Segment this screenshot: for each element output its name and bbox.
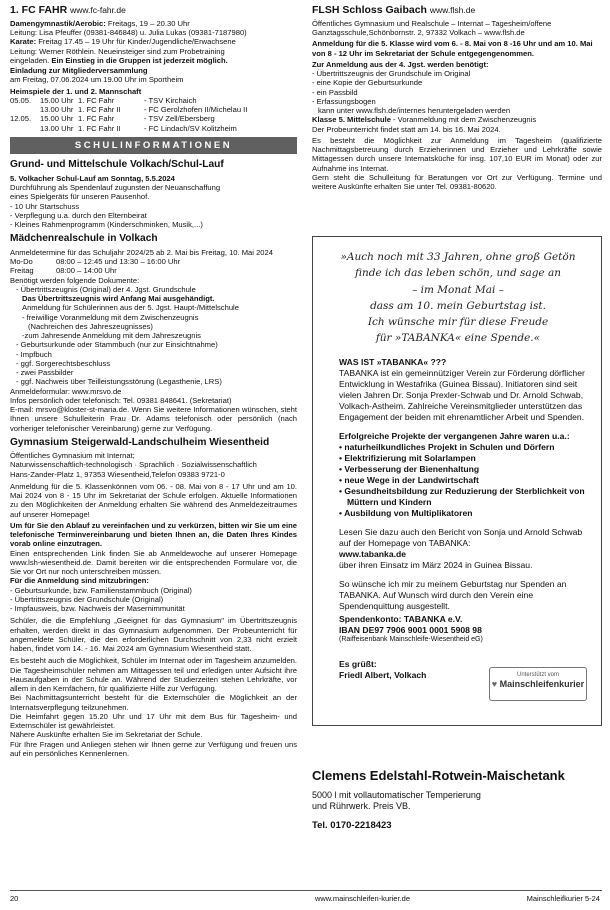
fc-line bbox=[10, 19, 297, 28]
classified-text2: und Rührwerk. Preis VB. bbox=[312, 800, 411, 811]
game-time: 15.00 Uhr bbox=[40, 95, 74, 105]
tabanka-project-item: • Verbesserung der Bienenhaltung bbox=[339, 464, 480, 474]
flsh-intro: Öffentliches Gymnasium und Realschule – Internat – Tagesheim/offene Ganztagsschule,Schönbornstr. 2, 97332 Volkach – www.flsh.de bbox=[312, 18, 552, 38]
fc-fahr-url[interactable]: www.fc-fahr.de bbox=[70, 5, 126, 15]
game-date: 12.05. bbox=[10, 114, 32, 124]
tabanka-read: Lesen Sie dazu auch den Bericht von Sonja und Arnold Schwab auf der Homepage von TABANKA: bbox=[339, 527, 583, 548]
classified-phone: Tel. 0170-2218423 bbox=[312, 819, 392, 831]
game-date bbox=[10, 124, 40, 133]
mrs-doc-item: - freiwillige Voranmeldung mit dem Zwischenzeugnis bbox=[22, 312, 199, 322]
mrs-time-row bbox=[10, 266, 297, 275]
gsw-bring-title: Für die Anmeldung sind mitzubringen: bbox=[10, 576, 149, 586]
fc-line-text: Freitag 17.45 – 19 Uhr für Kinder/Jugendliche/Erwachsene bbox=[36, 37, 236, 47]
mrs-doc-item: Anmeldung für Schülerinnen aus der 5. Jgst. Haupt-/Mittelschule bbox=[22, 303, 239, 313]
flsh-need-item: - ein Passbild bbox=[312, 87, 358, 97]
mrs-doc-item: -zum Jahresende Anmeldung mit dem Jahreszeugnis bbox=[22, 331, 201, 340]
handwritten-line: dass am 10. mein Geburtstag ist. bbox=[370, 299, 546, 312]
mrs-doc-item: - Geburtsurkunde oder Stammbuch (nur zur Einsichtnahme) bbox=[16, 340, 218, 350]
fc-line bbox=[10, 47, 297, 56]
footer-issue: Mainschleifkurier 5-24 bbox=[526, 894, 600, 903]
fc-fahr-name: 1. FC FAHR bbox=[10, 4, 68, 16]
gsw-p8: Nähere Auskünfte erhalten Sie im Sekretariat der Schule. bbox=[10, 730, 203, 740]
fc-line-label: Damengymnastik/Aerobic: bbox=[10, 18, 106, 28]
game-team: 1. FC Fahr bbox=[78, 114, 115, 124]
fc-game-row bbox=[10, 114, 297, 123]
gsw-bring-item: - Impfausweis, bzw. Nachweis der Masernimmunität bbox=[10, 604, 185, 614]
tabanka-greet: Es grüßt: bbox=[339, 658, 377, 669]
page-footer bbox=[10, 894, 600, 903]
fc-line-text: Freitags, 19 – 20.30 Uhr bbox=[105, 18, 190, 28]
gms-lines bbox=[10, 183, 297, 229]
mrs-times bbox=[10, 257, 297, 276]
mrs-doc-item: - ggf. Sorgerechtsbeschluss bbox=[16, 358, 111, 368]
mrs-docs bbox=[10, 285, 297, 387]
game-time: 13.00 Uhr bbox=[40, 105, 74, 115]
tabanka-project-item: • Ausbildung von Multiplikatoren bbox=[339, 508, 473, 518]
gsw-bring-item: - Übertrittszeugnis der Grundschule (Original) bbox=[10, 594, 164, 604]
fc-line-text: Leitung: Lisa Pfeuffer (09381-846848) u. Julia Lukas (09381-7187980) bbox=[10, 28, 247, 38]
fc-fahr-title bbox=[10, 4, 297, 17]
mrs-time-hours: 08:00 – 14:00 Uhr bbox=[56, 266, 117, 276]
flsh-class5-text: - Voranmeldung mit dem Zwischenzeugnis bbox=[390, 115, 537, 125]
mrs-doc-item: - Übertrittszeugnis (Original) der 4. Jgst. Grundschule bbox=[16, 284, 196, 294]
tabanka-iban: IBAN DE97 7906 9001 0001 5908 98 bbox=[339, 625, 482, 635]
footer-url[interactable]: www.mainschleifen-kurier.de bbox=[314, 894, 410, 903]
fc-game-row bbox=[10, 105, 297, 114]
flsh-need-item: kann unter www.flsh.de/internes heruntergeladen werden bbox=[318, 106, 511, 116]
section-banner: SCHULINFORMATIONEN bbox=[10, 137, 297, 155]
gsw-address-line: Öffentliches Gymnasium mit Internat; bbox=[10, 451, 135, 461]
gsw-p9: Für Ihre Fragen und Anliegen stehen wir Ihnen gerne zur Verfügung und freuen uns auf ein persönliches Kennenlernen. bbox=[10, 739, 297, 758]
mrs-time-hours: 08:00 – 12:45 und 13:30 – 16:00 Uhr bbox=[56, 257, 181, 266]
flsh-url[interactable]: www.flsh.de bbox=[429, 5, 476, 15]
flsh-class5 bbox=[312, 115, 602, 124]
gsw-p7: Die Heimfahrt gegen 15.20 Uhr und 17 Uhr mit dem Bus für Tagesheim- und Externschüler ist gewährleistet. bbox=[10, 711, 297, 731]
mrs-intro: Anmeldetermine für das Schuljahr 2024/25 ab 2. Mai bis Freitag, 10. Mai 2024 bbox=[10, 247, 273, 257]
mrs-email: E-mail: mrsvo@kloster-st-maria.de. Wenn Sie weitere Informationen wünschen, steht Ihnen unsere Schulleiterin Frau Dr. Adams telefonisch oder persönlich (nach vorheriger telefonischer Vereinbarung) gerne zur Verfügung. bbox=[10, 405, 297, 433]
gsw-bring-list bbox=[10, 586, 297, 614]
mrs-info: Infos persönlich oder telefonisch: Tel. 09381 848641. (Sekretariat) bbox=[10, 395, 232, 405]
fc-line bbox=[10, 56, 297, 65]
stamp-main-text bbox=[490, 679, 586, 690]
fc-games-table bbox=[10, 96, 297, 133]
handwritten-line: »Auch noch mit 33 Jahren, ohne groß Getön bbox=[340, 251, 576, 263]
mrs-doc-item: (Nachreichen des Jahreszeugnisses) bbox=[28, 321, 153, 331]
fc-fahr-lines bbox=[10, 19, 297, 65]
classified-ad bbox=[312, 768, 602, 831]
gsw-p3: Einen entsprechenden Link finden Sie ab Anmeldewoche auf unserer Homepage www.lsh-wiesentheid.de. Damit bereiten wir die entsprechenden Formulare vor, die Sie vor Ort nur noch unterschreiben müssen. bbox=[10, 548, 297, 577]
stamp-main-label: Mainschleifenkurier bbox=[499, 679, 585, 690]
mrs-doc-item: Das Übertrittszeugnis wird Anfang Mai ausgehändigt. bbox=[22, 294, 215, 303]
gms-line: eines Spielgeräts für unseren Pausenhof. bbox=[10, 192, 150, 202]
game-opponent: - FC Lindach/SV Kolitzheim bbox=[144, 123, 237, 133]
game-team: 1. FC Fahr II bbox=[78, 123, 121, 133]
heart-icon: ♥ bbox=[491, 679, 498, 690]
game-time: 13.00 Uhr bbox=[40, 123, 74, 133]
handwritten-greeting bbox=[325, 249, 591, 347]
supporter-stamp bbox=[489, 667, 587, 701]
stamp-top-text: Unterstützt vom bbox=[516, 672, 559, 678]
mrs-docs-intro: Benötigt werden folgende Dokumente: bbox=[10, 275, 140, 285]
game-opponent: - FC Gerolzhofen II/Michelau II bbox=[144, 105, 248, 115]
tabanka-signature: Friedl Albert, Volkach bbox=[339, 669, 427, 680]
flsh-needs-title: Zur Anmeldung aus der 4. Jgst. werden benötigt: bbox=[312, 59, 489, 69]
page-number: 20 bbox=[10, 894, 19, 903]
gms-line: - 10 Uhr Startschuss bbox=[10, 201, 80, 211]
tabanka-what-title: WAS IST »TABANKA« ??? bbox=[339, 357, 447, 367]
gms-line: - Verpflegung u.a. durch den Elternbeirat bbox=[10, 210, 147, 220]
classified-title: Clemens Edelstahl-Rotwein-Maischetank bbox=[312, 768, 565, 783]
game-opponent: - TSV Kirchaich bbox=[144, 95, 197, 105]
mrs-time-row bbox=[10, 257, 297, 266]
gsw-p2: Um für Sie den Ablauf zu vereinfachen und zu verkürzen, bitten wir Sie um eine telefonische Terminvereinbarung und bieten Ihnen an, die Daten Ihres Kindes vorab online einzutragen. bbox=[10, 520, 297, 549]
fc-line-emphasis: Ein Einstieg in die Gruppen ist jederzeit möglich. bbox=[51, 55, 228, 65]
game-time: 15.00 Uhr bbox=[40, 114, 74, 124]
gsw-p1: Anmeldung für die 5. Klassenkönnen vom 06. - 08. Mai von 8 - 17 Uhr und am 10. Mai 2024 von 8 - 15 Uhr im Sekretariat der Schule erfolgen. Aktuelle Informationen zu den Möglichkeiten der Anmeldung erhalten Sie während des Anmeldezeitraumes auf unserer Homepage! bbox=[10, 481, 297, 519]
gsw-address bbox=[10, 451, 297, 479]
fc-meeting-title: Einladung zur Mitgliederversammlung bbox=[10, 66, 148, 76]
flsh-need-item: - Übertrittszeugnis der Grundschule im Original bbox=[312, 69, 471, 79]
fc-meeting-text: am Freitag, 07.06.2024 um 19.00 Uhr im Sportheim bbox=[10, 75, 184, 85]
flsh-needs-list bbox=[312, 69, 602, 115]
tabanka-read-tail: über ihren Einsatz im März 2024 in Guinea Bissau. bbox=[339, 560, 533, 570]
fc-line-label: Karate: bbox=[10, 37, 37, 47]
tabanka-what-text: TABANKA ist ein gemeinnütziger Verein zur Förderung dörflicher Entwicklung in Westafrika (Guinea Bissau). Initiatoren sind seit vielen Jahren Dr. Sonja Prexler-Schwab und Dr. Arnold Schwab, Volkach-Astheim. Zahlreiche Vereinsmitglieder unterstützen das Engagement der beiden mit ehrenamtlicher Arbeit und Spenden. bbox=[339, 368, 585, 422]
mrs-time-day: Mo-Do bbox=[10, 257, 33, 266]
flsh-class5-label: Klasse 5. Mittelschule bbox=[312, 115, 391, 125]
gsw-title: Gymnasium Steigerwald-Landschulheim Wiesentheid bbox=[10, 436, 270, 448]
tabanka-project-item: • Gesundheitsbildung zur Reduzierung der Sterblichkeit von Müttern und Kindern bbox=[339, 486, 585, 507]
gsw-bring-item: - Geburtsurkunde, bzw. Familienstammbuch (Original) bbox=[10, 585, 192, 595]
game-team: 1. FC Fahr bbox=[78, 95, 115, 105]
flsh-need-item: - eine Kopie der Geburtsurkunde bbox=[312, 78, 423, 88]
tabanka-bank: (Raiffeisenbank Mainschleife-Wiesentheid eG) bbox=[339, 636, 483, 643]
flsh-registration: Anmeldung für die 5. Klasse wird vom 6. - 8. Mai von 8 -16 Uhr und am 10. Mai von 8 - 12 Uhr im Sekretariat der Schule entgegengenommen. bbox=[312, 39, 593, 58]
fc-line bbox=[10, 37, 297, 46]
flsh-title bbox=[312, 4, 602, 17]
handwritten-line: finde ich das leben schön, und sage an bbox=[354, 267, 561, 280]
gsw-p4: Schüler, die die Empfehlung „Geeignet für das Gymnasium" im Übertrittszeugnis erhalten, werden direkt in das Gymnasium aufgenommen. Der Probeunterricht für angemeldete Schüler, die den erforderlichen Durchschnitt von 2,33 nicht erzielt haben, findet vom 14. - 16. Mai 2024 am Gymnasium Wiesentheid statt. bbox=[10, 616, 297, 654]
gms-line: Durchführung als Spendenlauf zugunsten der Neuanschaffung bbox=[10, 183, 221, 193]
flsh-name: FLSH Schloss Gaibach bbox=[312, 4, 427, 16]
gsw-p6: Bei Nachmittagsunterricht besteht für die Externschüler die Möglichkeit an der Internatsverpflegung teilzunehmen. bbox=[10, 693, 297, 712]
mrs-time-day: Freitag bbox=[10, 266, 34, 276]
mrs-doc-item: - Impfbuch bbox=[16, 349, 52, 359]
game-date: 05.05. bbox=[10, 95, 32, 105]
flsh-p2: Gern steht die Schulleitung für Beratungen vor Ort zur Verfügung. Termine und weitere Auskünfte erhalten Sie unter Tel. 09381-80620. bbox=[312, 172, 602, 192]
fc-line-text: Leitung: Werner Röthlein. Neueinsteiger sind zum Probetraining bbox=[10, 46, 225, 56]
handwritten-line: – im Monat Mai – bbox=[412, 283, 504, 296]
left-column bbox=[10, 4, 297, 760]
fc-games-title: Heimspiele der 1. und 2. Mannschaft bbox=[10, 86, 142, 96]
classified-text1: 5000 l mit vollautomatischer Temperierung bbox=[312, 789, 481, 800]
gsw-p5: Es besteht auch die Möglichkeit, Schüler im Internat oder im Tagesheim anzumelden. Die Tagesheimschüler nehmen am Mittagessen teil und erledigen unter Aufsicht ihre Hausaufgaben in der Schule an. Während der Studierzeiten stehen Lehrkräfte, vor allem in den Kernfächern, für qualifizierte Hilfe zur Verfügung. bbox=[10, 656, 297, 694]
tabanka-url[interactable]: www.tabanka.de bbox=[339, 549, 407, 559]
fc-game-row bbox=[10, 124, 297, 133]
tabanka-wish: So wünsche ich mir zu meinem Geburtstag nur Spenden an TABANKA. Auf Wunsch wird durch den Verein eine Spendenquittung ausgestellt. bbox=[339, 579, 567, 611]
mrs-title: Mädchenrealschule in Volkach bbox=[10, 233, 158, 245]
tabanka-body bbox=[339, 357, 591, 683]
tabanka-project-item: • Elektrifizierung mit Solarlampen bbox=[339, 453, 476, 463]
footer-rule bbox=[10, 890, 602, 891]
mrs-doc-item: - zwei Passbilder bbox=[16, 368, 74, 377]
mrs-form: Anmeldeformular: www.mrsvo.de bbox=[10, 386, 122, 396]
tabanka-projects-list bbox=[339, 442, 591, 519]
flsh-probe: Der Probeunterricht findet statt am 14. bis 16. Mai 2024. bbox=[312, 124, 501, 134]
gms-subtitle: 5. Volkacher Schul-Lauf am Sonntag, 5.5.2024 bbox=[10, 173, 175, 183]
gms-title: Grund- und Mittelschule Volkach/Schul-Lauf bbox=[10, 159, 224, 171]
game-team: 1. FC Fahr II bbox=[78, 105, 121, 115]
handwritten-line: für »TABANKA« eine Spende.« bbox=[375, 332, 541, 345]
fc-line bbox=[10, 28, 297, 37]
tabanka-account: Spendenkonto: TABANKA e.V. bbox=[339, 614, 463, 624]
tabanka-project-item: • naturheilkundliches Projekt in Schulen und Dörfern bbox=[339, 442, 555, 452]
fc-game-row bbox=[10, 96, 297, 105]
game-opponent: - TSV Zell/Ebersberg bbox=[144, 114, 215, 124]
tabanka-projects-title: Erfolgreiche Projekte der vergangenen Jahre waren u.a.: bbox=[339, 431, 570, 441]
fc-line-text: eingeladen. bbox=[10, 55, 52, 65]
gsw-address-line: Naturwissenschaftlich-technologisch · Sprachlich · Sozialwissenschaftlich bbox=[10, 460, 257, 470]
tabanka-ad bbox=[312, 236, 602, 726]
gms-line: - Kleines Rahmenprogramm (Kinderschminken, Musik,...) bbox=[10, 220, 203, 230]
tabanka-project-item: • neue Wege in der Landwirtschaft bbox=[339, 475, 479, 485]
handwritten-line: Ich wünsche mir für diese Freude bbox=[367, 316, 549, 329]
mrs-doc-item: - ggf. Nachweis über Teilleistungsstörung (Legasthenie, LRS) bbox=[16, 377, 222, 387]
gsw-address-line: Hans-Zander-Platz 1, 97353 Wiesentheid,Telefon 09383 9721-0 bbox=[10, 469, 225, 479]
flsh-section bbox=[312, 4, 602, 193]
flsh-need-item: - Erfassungsbogen bbox=[312, 96, 376, 106]
game-date bbox=[10, 105, 40, 114]
flsh-p1: Es besteht die Möglichkeit zur Anmeldung im Tagesheim (qualifizierte Nachmittagsbetreuung durch Erzieherinnen und Erzieher und Lehrkräfte sowie Mittagessen durch unsere Internatsküche für insg. 107,10 EUR im Monat) oder zur Aufnahme ins Internat. bbox=[312, 135, 602, 173]
